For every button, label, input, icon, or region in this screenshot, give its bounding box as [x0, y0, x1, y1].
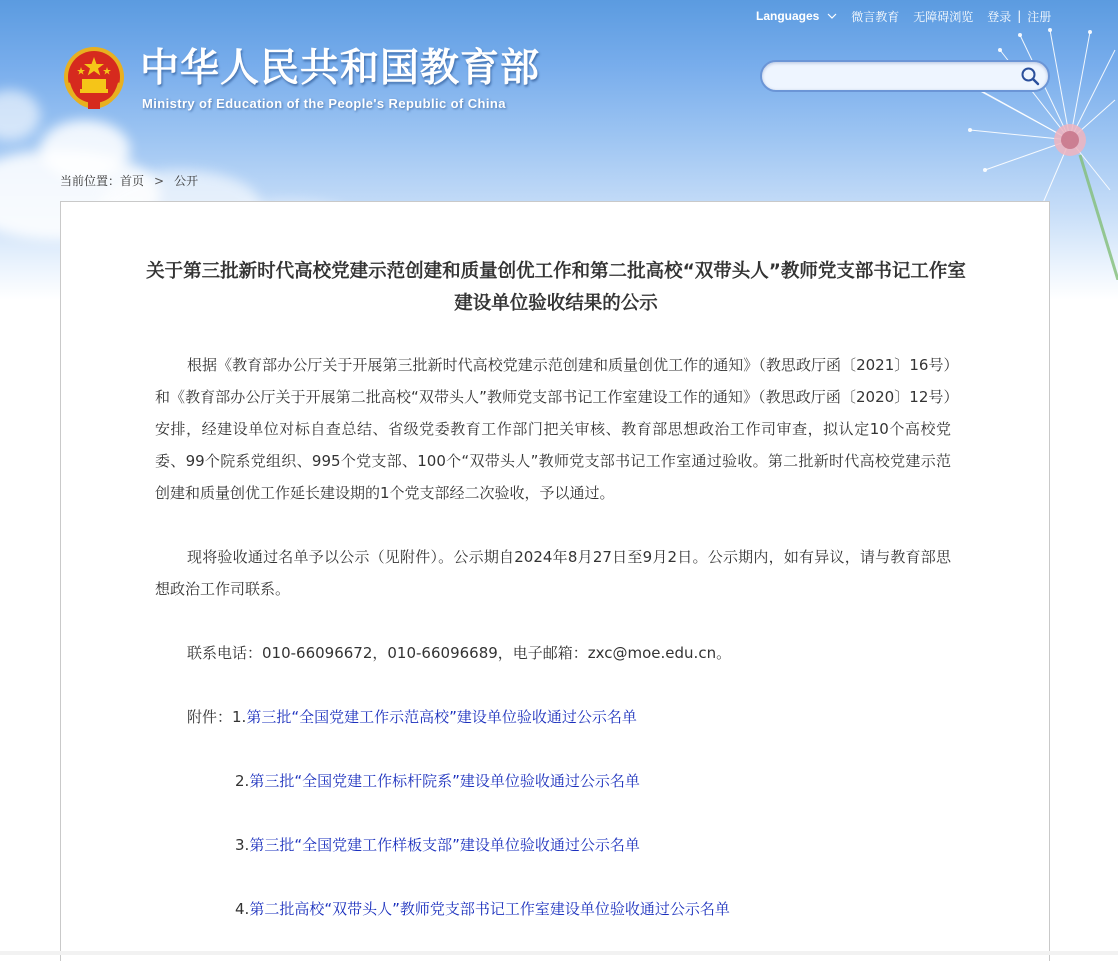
- national-emblem-icon[interactable]: [62, 43, 126, 111]
- page-bottom-strip: [0, 951, 1118, 955]
- site-subtitle: Ministry of Education of the People's Republic of China: [142, 96, 506, 111]
- search-bar: [760, 60, 1050, 92]
- top-nav: [756, 8, 1051, 24]
- article-title: 关于第三批新时代高校党建示范创建和质量创优工作和第二批高校“双带头人”教师党支部书记工作室建设单位验收结果的公示: [146, 261, 966, 314]
- article-paragraph: 根据《教育部办公厅关于开展第三批新时代高校党建示范创建和质量创优工作的通知》（教思政厅函〔2021〕16号）和《教育部办公厅关于开展第二批高校“双带头人”教师党支部书记工作室建设工作的通知》（教思政厅函〔2020〕12号）安排，经建设单位对标自查总结、省级党委教育工作部门把关审核、教育部思想政治工作司审查，拟认定10个高校党委、99个院系党组织、995个党支部、100个“双带头人”教师党支部书记工作室通过验收。第二批新时代高校党建示范创建和质量创优工作延长建设期的1个党支部经二次验收，予以通过。: [155, 356, 951, 502]
- register-link[interactable]: 注册: [1027, 9, 1052, 24]
- attachment-link[interactable]: 第二批高校“双带头人”教师党支部书记工作室建设单位验收通过公示名单: [249, 900, 730, 918]
- attachment-row: [235, 829, 640, 861]
- breadcrumb-home-link[interactable]: 首页: [120, 174, 145, 188]
- site-title[interactable]: 中华人民共和国教育部: [140, 46, 541, 91]
- weibo-link[interactable]: 微言教育: [851, 9, 900, 24]
- accessible-browse-link[interactable]: 无障碍浏览: [913, 9, 974, 24]
- breadcrumb: [60, 172, 198, 189]
- chevron-right-icon: >: [154, 173, 165, 188]
- login-link[interactable]: 登录: [987, 9, 1012, 24]
- cloud-decoration: [40, 120, 130, 180]
- attachment-number: 3.: [235, 836, 250, 854]
- attachment-link[interactable]: 第三批“全国党建工作样板支部”建设单位验收通过公示名单: [249, 836, 640, 854]
- article-paragraph: 现将验收通过名单予以公示（见附件）。公示期自2024年8月27日至9月2日。公示期内，如有异议，请与教育部思想政治工作司联系。: [155, 548, 951, 598]
- breadcrumb-current[interactable]: 公开: [174, 174, 199, 188]
- attachment-number: 2.: [235, 772, 250, 790]
- content-panel: [60, 201, 1050, 961]
- attachment-link[interactable]: 第三批“全国党建工作示范高校”建设单位验收通过公示名单: [246, 708, 637, 726]
- attachment-number: 1.: [232, 708, 247, 726]
- attachment-link[interactable]: 第三批“全国党建工作标杆院系”建设单位验收通过公示名单: [249, 772, 640, 790]
- languages-menu[interactable]: [756, 9, 837, 23]
- search-input[interactable]: [774, 66, 1018, 88]
- contact-info: 联系电话：010-66096672，010-66096689，电子邮箱：zxc@moe.edu.cn。: [187, 644, 732, 662]
- attachment-row: [187, 701, 637, 733]
- breadcrumb-prefix: 当前位置：: [60, 174, 121, 188]
- cloud-decoration: [0, 90, 40, 140]
- attachment-row: [235, 765, 640, 797]
- attachment-row: [235, 893, 730, 925]
- attachments-label: 附件：: [187, 708, 233, 726]
- attachment-number: 4.: [235, 900, 250, 918]
- languages-label: Languages: [756, 9, 820, 23]
- search-icon[interactable]: [1020, 66, 1040, 86]
- chevron-down-icon: [827, 13, 837, 20]
- divider: |: [1017, 9, 1022, 23]
